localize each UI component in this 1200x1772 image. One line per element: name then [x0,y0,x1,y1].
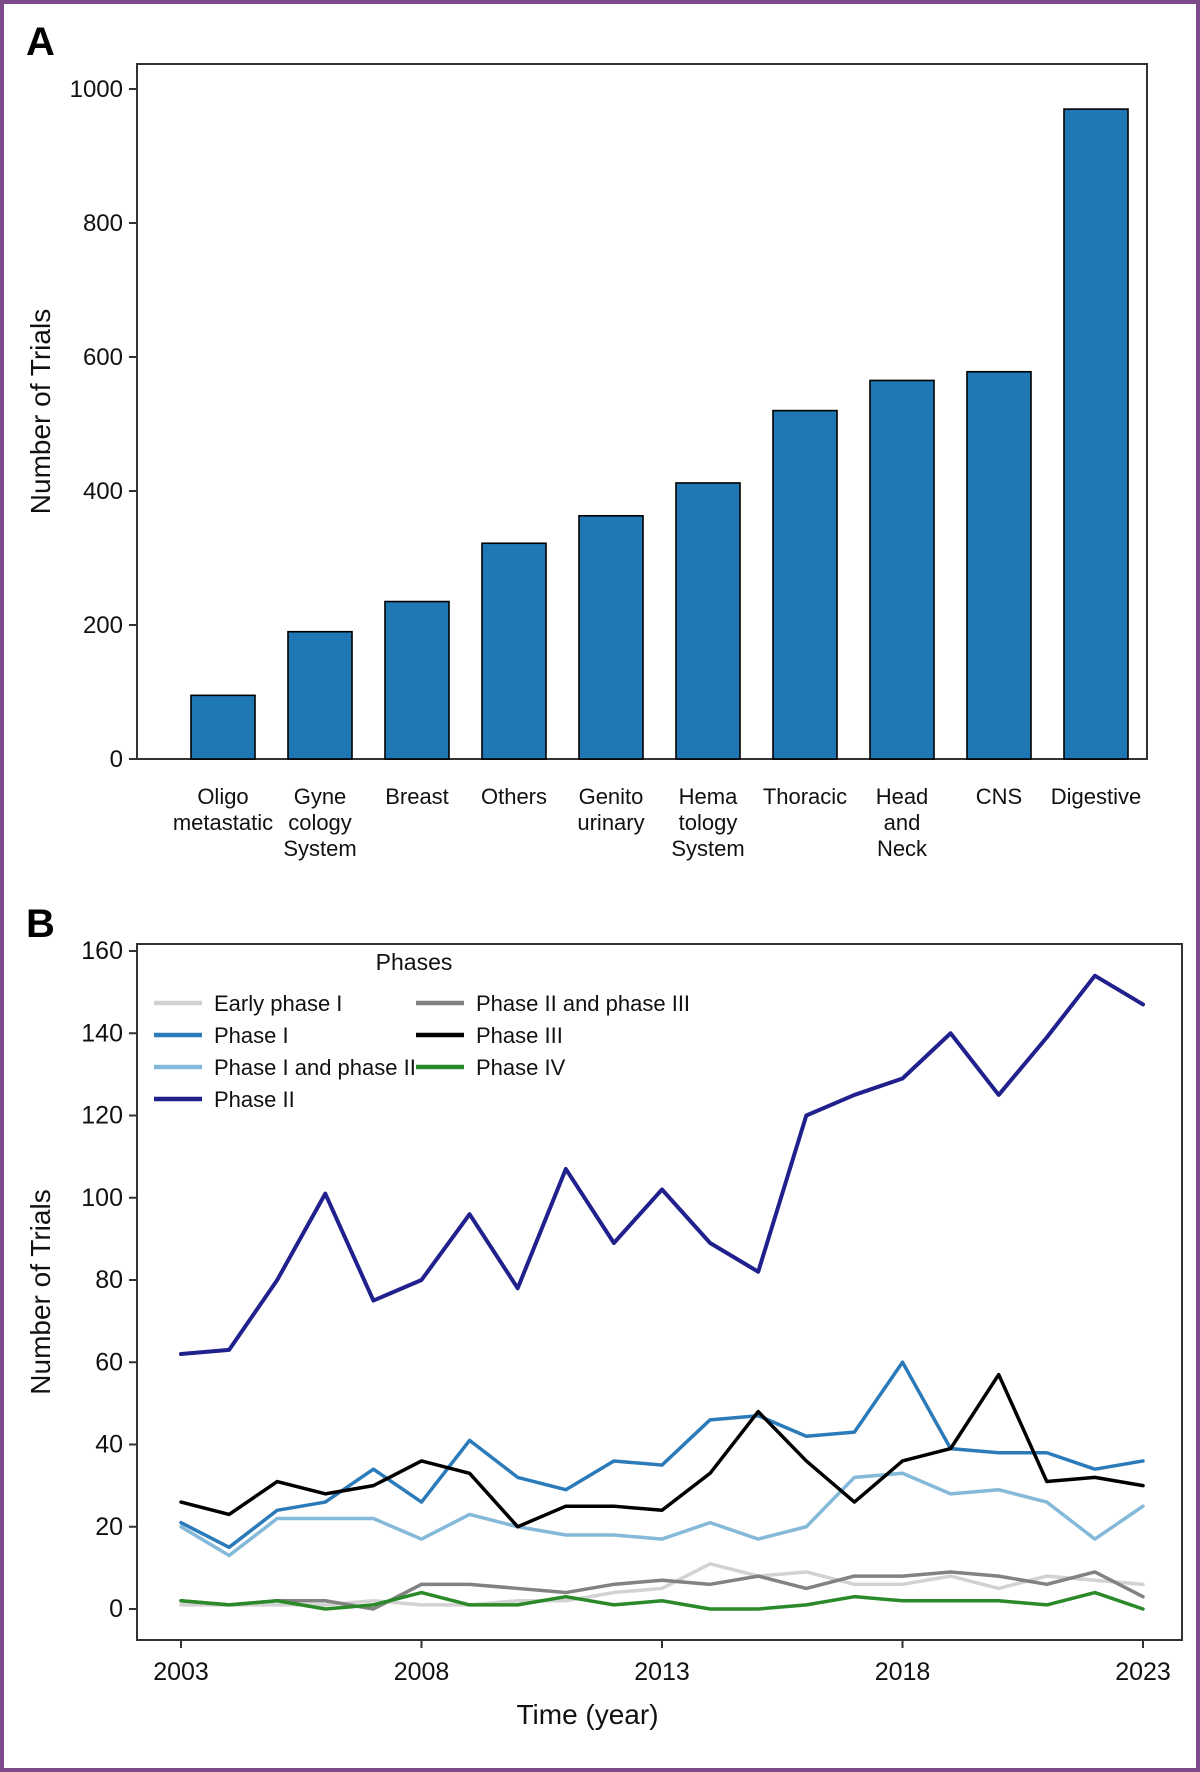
y-tick-label: 600 [82,344,123,371]
bar-digestive [1064,109,1128,759]
y-tick-label: 120 [81,1101,123,1130]
y-tick-label: 400 [82,478,123,505]
x-tick-label: 2008 [393,1658,450,1686]
series-line-phase-iii [181,1375,1143,1527]
panel-b-x-axis-title: Time (year) [516,1699,659,1730]
y-tick-label: 0 [109,746,123,773]
panel-a-bar-chart [25,64,1147,861]
legend-label-phase-ii-and-phase-iii: Phase II and phase III [476,991,691,1016]
panel-a-label: A [26,20,55,64]
bar-thoracic [773,411,837,759]
x-category-label: Thoracic [762,784,848,809]
y-tick-label: 0 [109,1595,123,1623]
y-tick-label: 800 [82,210,123,237]
series-line-phase-ii [181,976,1143,1354]
legend-title: Phases [375,949,453,975]
bar-cns [967,372,1031,759]
y-tick-label: 80 [95,1266,123,1294]
panel-b-y-axis-title: Number of Trials [25,1189,56,1395]
panel-b-line-chart [25,937,1182,1730]
bar-others [482,543,546,759]
y-tick-label: 160 [81,937,123,965]
x-category-label: Gyne cology System [283,784,357,861]
x-category-label: CNS [975,784,1023,809]
x-category-label: Oligo metastatic [172,784,274,835]
bar-head-and-neck [870,380,934,759]
x-category-label: Digestive [1050,784,1142,809]
bar-hema-tology-system [676,483,740,759]
y-tick-label: 200 [82,612,123,639]
x-category-label: Breast [385,784,449,809]
legend-label-phase-ii: Phase II [214,1087,295,1112]
panel-b-label: B [26,902,55,946]
legend-label-phase-i-and-phase-ii: Phase I and phase II [214,1055,416,1080]
legend-label-phase-i: Phase I [214,1023,289,1048]
x-tick-label: 2003 [153,1658,209,1686]
legend-label-early-phase-i: Early phase I [214,991,343,1016]
panel-b-plot-box [137,944,1182,1640]
x-category-label: Genito urinary [577,784,645,835]
x-tick-label: 2023 [1115,1658,1171,1686]
y-tick-label: 20 [95,1512,123,1541]
y-tick-label: 140 [81,1019,123,1048]
two-panel-chart-canvas [4,4,1200,1772]
x-category-label: Hema tology System [671,784,745,861]
x-category-label: Others [480,784,548,809]
x-tick-label: 2018 [874,1658,931,1686]
x-category-label: Head and Neck [875,784,929,861]
y-tick-label: 60 [95,1348,123,1377]
series-line-early-phase-i [181,1564,1143,1605]
y-tick-label: 40 [95,1430,123,1459]
bar-oligo-metastatic [191,695,255,759]
y-tick-label: 1000 [69,76,123,103]
y-tick-label: 100 [81,1183,123,1212]
bar-breast [385,602,449,759]
legend-label-phase-iv: Phase IV [476,1055,566,1080]
x-tick-label: 2013 [634,1658,690,1686]
legend-label-phase-iii: Phase III [476,1023,563,1048]
series-line-phase-i-and-phase-ii [181,1473,1143,1555]
panel-a-y-axis-title: Number of Trials [25,308,56,515]
bar-genito-urinary [579,516,643,759]
bar-gyne-cology-system [288,632,352,759]
